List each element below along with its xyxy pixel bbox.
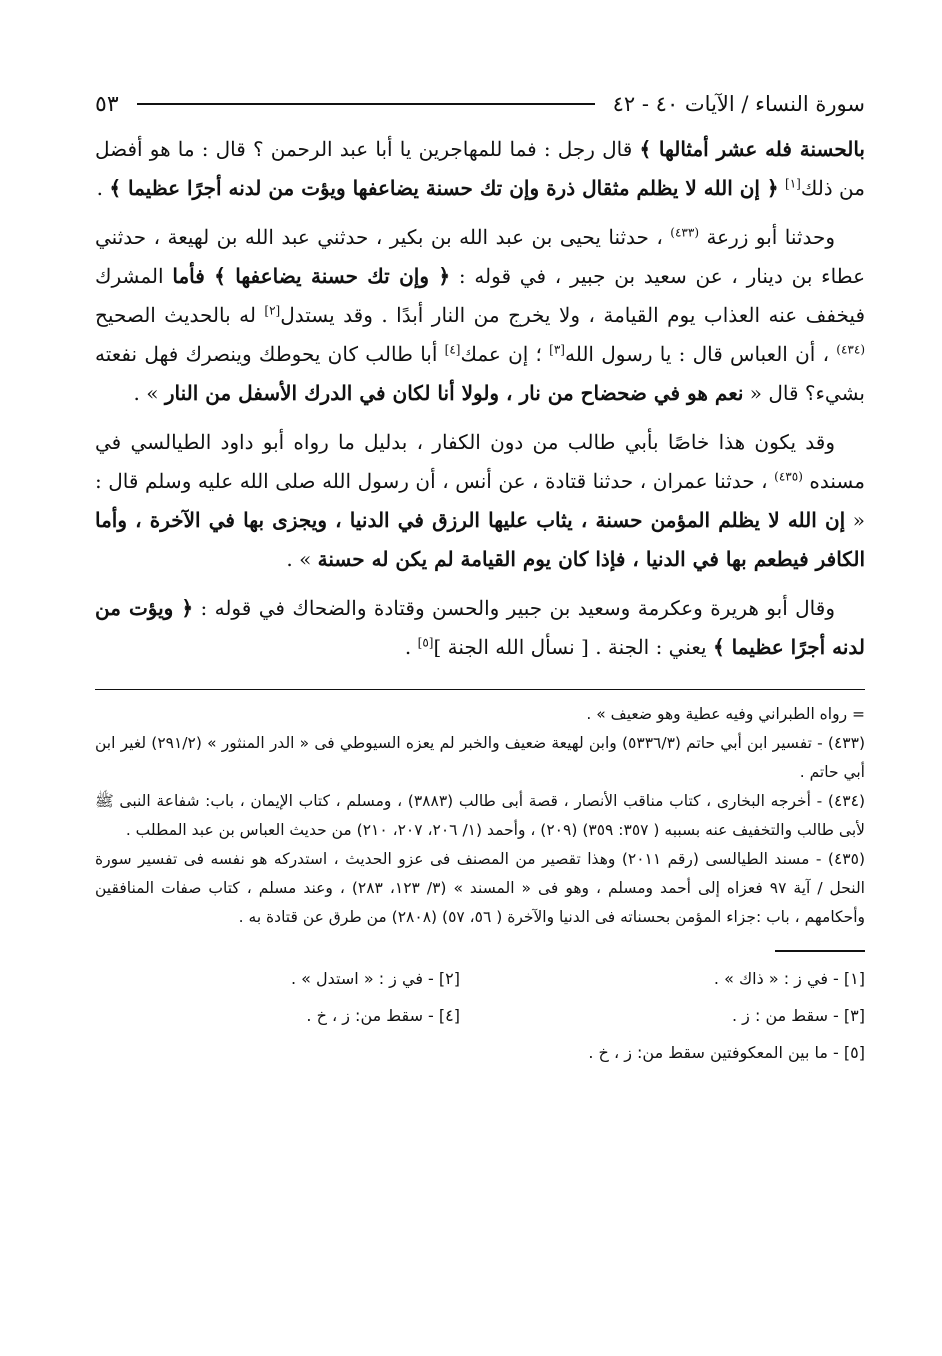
text-span: .	[404, 635, 418, 659]
variant-note-3: [٣] - سقط من : ز .	[731, 1006, 865, 1025]
text-span: » .	[133, 381, 165, 405]
text-span: ؛ إن عمك	[460, 342, 550, 366]
paragraph-2	[95, 218, 865, 413]
variants-separator	[775, 950, 865, 952]
quran-text: ﴿ وإن تك حسنة يضاعفها ﴾ فأما	[172, 264, 451, 288]
text-span: ، حدثنا يحيى بن عبد الله بن بكير ، حدثني عبد الله بن لهيعة ، حدثني عطاء بن دينار ، عن سعيد بن جبير ، في قوله :	[95, 225, 865, 288]
book-page	[95, 78, 865, 1071]
variant-note-2: [٢] - في ز : « استدل » .	[290, 969, 460, 988]
footnote-435	[95, 845, 865, 932]
footnote-number: (٤٣٣)	[827, 734, 865, 752]
footnote-ref: (٤٣٤)	[836, 342, 865, 357]
running-title: سورة النساء / الآيات ٤٠ - ٤٢	[612, 92, 865, 116]
text-span: ، أن العباس قال : يا رسول الله	[564, 342, 837, 366]
footnote-number: (٤٣٤)	[827, 792, 866, 810]
footnote-text: - مسند الطيالسى (رقم ٢٠١١) وهذا تقصير من المصنف فى عزو الحديث ، استدركه هو نفسه فى تفسير سورة النحل / آية ٩٧ فعزاه إلى أحمد ومسلم ، وهو فى « المسند » (٣/ ١٢٣، ٢٨٣) ، وعند مسلم ، كتاب صفات المنافقين وأحكامهم ، باب :جزاء المؤمن بحسناته فى الدنيا والآخرة ( ٥٦، ٥٧) (٢٨٠٨) من طرق عن قتادة به .	[95, 850, 865, 926]
text-span: » .	[286, 547, 318, 571]
footnotes	[95, 700, 865, 932]
variant-ref: [٢]	[264, 303, 281, 318]
text-span: له بالحديث الصحيح	[95, 303, 265, 327]
hadith-text: إن الله لا يظلم المؤمن حسنة ، يثاب عليها الرزق في الدنيا ، ويجزى بها في الآخرة ، وأما الكافر فيطعم بها في الدنيا ، فإذا كان يوم القيامة لم يكن له حسنة	[95, 508, 865, 571]
text-span: وقد يكون هذا خاصًا بأبي طالب من دون الكفار ، بدليل ما رواه أبو داود الطيالسي في مسنده	[95, 430, 865, 493]
text-span: ، حدثنا عمران ، حدثنا قتادة ، عن أنس ، أن رسول الله صلى الله عليه وسلم قال : «	[95, 469, 865, 532]
footnote-ref: (٤٣٥)	[774, 469, 803, 484]
quran-text: بالحسنة فله عشر أمثالها ﴾	[639, 137, 866, 161]
page-header	[95, 78, 865, 130]
text-span: يعني : الجنة . [ نسأل الله الجنة ]	[433, 635, 713, 659]
footnote-433	[95, 729, 865, 787]
main-text	[95, 130, 865, 667]
text-span: المشرك فيخفف عنه العذاب يوم القيامة ، ولا يخرج من النار أبدًا . وقد يستدل	[95, 264, 866, 327]
variant-note-1: [١] - في ز : « ذاك » .	[713, 969, 865, 988]
paragraph-3	[95, 423, 865, 579]
footnote-number: (٤٣٥)	[827, 850, 865, 868]
quran-text: ﴿ إن الله لا يظلم مثقال ذرة وإن تك حسنة يضاعفها ويؤت من لدنه أجرًا عظيما ﴾	[109, 176, 779, 200]
footnote-continued: = رواه الطبراني وفيه عطية وهو ضعيف » .	[586, 705, 865, 723]
text-span: .	[96, 176, 110, 200]
footnote-text: - أخرجه البخارى ، كتاب مناقب الأنصار ، قصة أبى طالب (٣٨٨٣) ، ومسلم ، كتاب الإيمان ، باب: شفاعة النبى ﷺ لأبى طالب والتخفيف عنه بسببه ( ٣٥٧: ٣٥٩) (٢٠٩) ، وأحمد (١/ ٢٠٦، ٢٠٧، ٢١٠) من حديث العباس بن عبد المطلب .	[95, 792, 865, 839]
variant-ref: [٤]	[444, 342, 461, 357]
paragraph-1	[95, 130, 865, 208]
variant-ref: [٥]	[417, 635, 434, 650]
paragraph-4	[95, 589, 865, 667]
variant-note-5: [٥] - ما بين المعكوفتين سقط من: ز ، خ .	[588, 1043, 865, 1062]
page-number: ٥٣	[95, 91, 119, 117]
variant-ref: [٣]	[549, 342, 565, 357]
text-span: قال رجل : فما للمهاجرين يا أبا عبد الرحمن ؟ قال : ما هو أفضل من ذلك	[95, 137, 865, 200]
header-rule	[137, 103, 595, 105]
footnote-ref: (٤٣٣)	[670, 225, 699, 240]
footnote-434	[95, 787, 865, 845]
text-span: وحدثنا أبو زرعة	[699, 225, 835, 249]
hadith-text: نعم هو في ضحضاح من نار ، ولولا أنا لكان في الدرك الأسفل من النار	[164, 381, 744, 405]
quran-text: ﴿ ويؤت من لدنه أجرًا عظيما ﴾	[95, 596, 865, 659]
variant-ref: [١]	[785, 176, 801, 191]
footnote-text: - تفسير ابن أبي حاتم (٥٣٣٦/٣) وابن لهيعة ضعيف والخبر لم يعزه السيوطي فى « الدر المنثور » (٢٩١/٢) لغير ابن أبي حاتم .	[95, 734, 865, 781]
text-span: أبا طالب كان يحوطك وينصرك فهل نفعته بشيء؟ قال «	[95, 342, 865, 405]
footnote-separator	[95, 689, 865, 690]
variant-notes	[95, 960, 865, 1071]
text-span: وقال أبو هريرة وعكرمة وسعيد بن جبير والحسن وقتادة والضحاك في قوله :	[193, 596, 835, 620]
variant-note-4: [٤] - سقط من: ز ، خ .	[306, 1006, 460, 1025]
